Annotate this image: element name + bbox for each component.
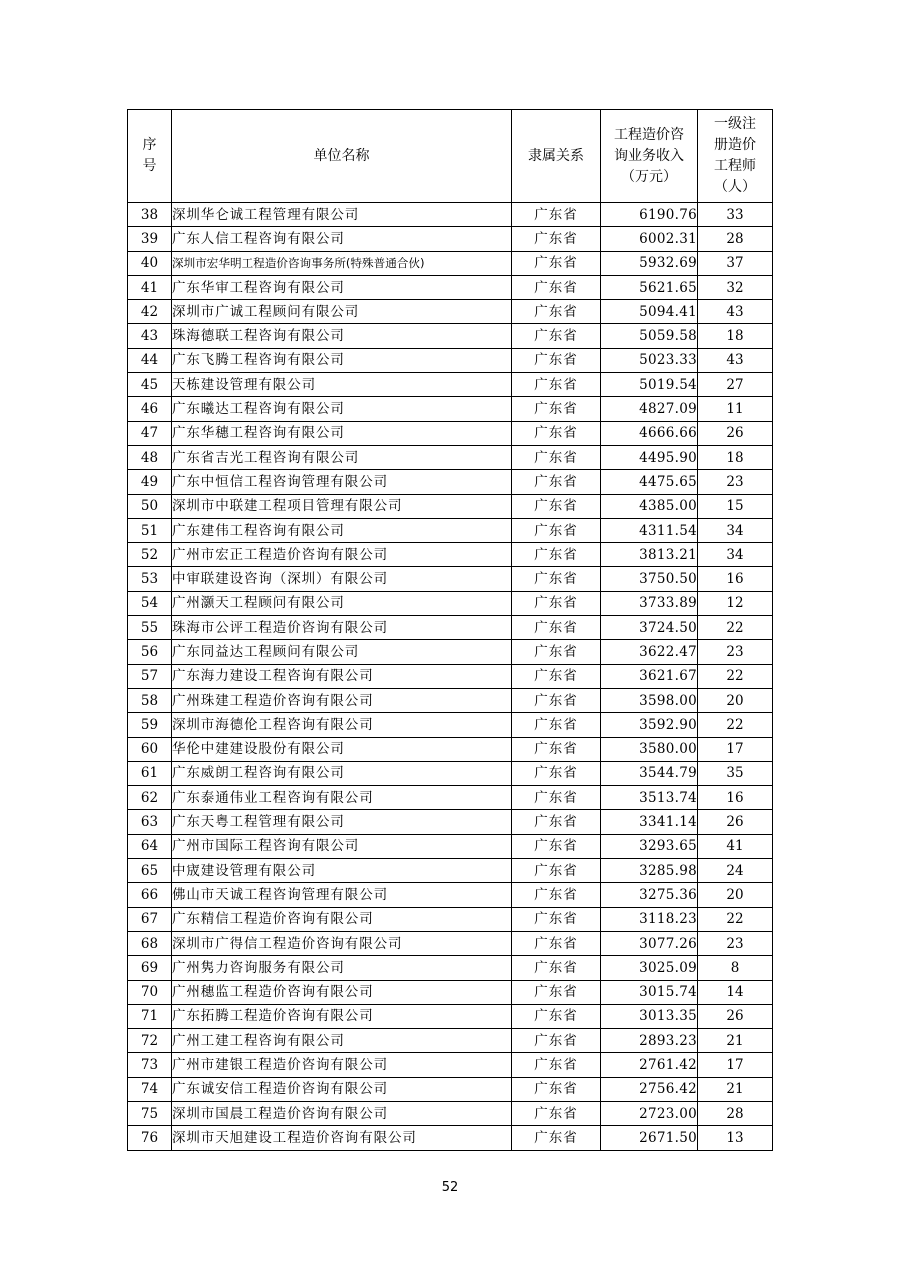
table-row [128, 1077, 773, 1101]
engineer-count-cell: 21 [698, 1077, 773, 1101]
company-name-cell: 广东海力建设工程咨询有限公司 [172, 664, 512, 688]
serial-number-cell: 63 [128, 810, 172, 834]
revenue-cell: 3015.74 [601, 980, 698, 1004]
revenue-cell: 6190.76 [601, 203, 698, 227]
table-row [128, 1029, 773, 1053]
serial-number-cell: 43 [128, 324, 172, 348]
serial-number-cell: 66 [128, 883, 172, 907]
table-row [128, 373, 773, 397]
affiliation-cell: 广东省 [512, 980, 601, 1004]
company-name-cell: 深圳市天旭建设工程造价咨询有限公司 [172, 1126, 512, 1150]
revenue-cell: 4827.09 [601, 397, 698, 421]
engineer-count-cell: 41 [698, 834, 773, 858]
table-row [128, 543, 773, 567]
company-name-cell: 广州市建银工程造价咨询有限公司 [172, 1053, 512, 1077]
affiliation-cell: 广东省 [512, 737, 601, 761]
serial-number-cell: 47 [128, 421, 172, 445]
affiliation-cell: 广东省 [512, 786, 601, 810]
affiliation-cell: 广东省 [512, 956, 601, 980]
table-row [128, 445, 773, 469]
company-name-cell: 中审联建设咨询（深圳）有限公司 [172, 567, 512, 591]
company-name-cell: 广东天粤工程管理有限公司 [172, 810, 512, 834]
company-name-cell: 广东人信工程咨询有限公司 [172, 227, 512, 251]
serial-number-cell: 56 [128, 640, 172, 664]
revenue-cell: 5023.33 [601, 348, 698, 372]
engineer-count-cell: 21 [698, 1029, 773, 1053]
affiliation-cell: 广东省 [512, 640, 601, 664]
serial-number-cell: 52 [128, 543, 172, 567]
company-name-cell: 深圳市国晨工程造价咨询有限公司 [172, 1101, 512, 1125]
engineer-count-cell: 26 [698, 810, 773, 834]
engineer-count-cell: 28 [698, 227, 773, 251]
engineer-count-cell: 27 [698, 373, 773, 397]
table-row [128, 713, 773, 737]
engineer-count-cell: 26 [698, 1004, 773, 1028]
revenue-cell: 3025.09 [601, 956, 698, 980]
company-name-cell: 广州市国际工程咨询有限公司 [172, 834, 512, 858]
affiliation-cell: 广东省 [512, 1126, 601, 1150]
serial-number-cell: 64 [128, 834, 172, 858]
serial-number-cell: 38 [128, 203, 172, 227]
table-header [128, 110, 773, 203]
affiliation-cell: 广东省 [512, 543, 601, 567]
revenue-cell: 5059.58 [601, 324, 698, 348]
serial-number-cell: 60 [128, 737, 172, 761]
serial-number-cell: 48 [128, 445, 172, 469]
table-row [128, 1101, 773, 1125]
revenue-cell: 4475.65 [601, 470, 698, 494]
company-name-cell: 广东曦达工程咨询有限公司 [172, 397, 512, 421]
serial-number-cell: 68 [128, 931, 172, 955]
revenue-cell: 3813.21 [601, 543, 698, 567]
header-revenue: 工程造价咨 询业务收入 （万元） [601, 110, 698, 203]
engineer-count-cell: 20 [698, 883, 773, 907]
engineer-count-cell: 23 [698, 931, 773, 955]
header-affiliation: 隶属关系 [512, 110, 601, 203]
serial-number-cell: 44 [128, 348, 172, 372]
table-row [128, 1004, 773, 1028]
affiliation-cell: 广东省 [512, 251, 601, 275]
revenue-cell: 3544.79 [601, 761, 698, 785]
table-row [128, 640, 773, 664]
serial-number-cell: 73 [128, 1053, 172, 1077]
affiliation-cell: 广东省 [512, 810, 601, 834]
revenue-cell: 3513.74 [601, 786, 698, 810]
serial-number-cell: 40 [128, 251, 172, 275]
engineer-count-cell: 18 [698, 324, 773, 348]
affiliation-cell: 广东省 [512, 616, 601, 640]
engineer-count-cell: 32 [698, 275, 773, 299]
serial-number-cell: 70 [128, 980, 172, 1004]
engineer-count-cell: 43 [698, 300, 773, 324]
serial-number-cell: 55 [128, 616, 172, 640]
affiliation-cell: 广东省 [512, 761, 601, 785]
serial-number-cell: 71 [128, 1004, 172, 1028]
serial-number-cell: 72 [128, 1029, 172, 1053]
serial-number-cell: 45 [128, 373, 172, 397]
revenue-cell: 3293.65 [601, 834, 698, 858]
header-company-name: 单位名称 [172, 110, 512, 203]
affiliation-cell: 广东省 [512, 1077, 601, 1101]
engineer-count-cell: 23 [698, 640, 773, 664]
table-row [128, 810, 773, 834]
serial-number-cell: 65 [128, 859, 172, 883]
affiliation-cell: 广东省 [512, 300, 601, 324]
revenue-cell: 4495.90 [601, 445, 698, 469]
table-row [128, 421, 773, 445]
company-name-cell: 广东精信工程造价咨询有限公司 [172, 907, 512, 931]
serial-number-cell: 42 [128, 300, 172, 324]
revenue-cell: 3598.00 [601, 688, 698, 712]
engineer-count-cell: 15 [698, 494, 773, 518]
table-row [128, 591, 773, 615]
table-row [128, 956, 773, 980]
revenue-cell: 2761.42 [601, 1053, 698, 1077]
revenue-cell: 5621.65 [601, 275, 698, 299]
company-name-cell: 广州灏天工程顾问有限公司 [172, 591, 512, 615]
engineer-count-cell: 13 [698, 1126, 773, 1150]
engineer-count-cell: 22 [698, 907, 773, 931]
company-name-cell: 广东诚安信工程造价咨询有限公司 [172, 1077, 512, 1101]
serial-number-cell: 39 [128, 227, 172, 251]
header-engineers: 一级注 册造价 工程师 （人） [698, 110, 773, 203]
company-name-cell: 深圳市中联建工程项目管理有限公司 [172, 494, 512, 518]
revenue-cell: 3285.98 [601, 859, 698, 883]
revenue-cell: 2671.50 [601, 1126, 698, 1150]
table-row [128, 1053, 773, 1077]
engineer-count-cell: 17 [698, 737, 773, 761]
affiliation-cell: 广东省 [512, 1101, 601, 1125]
engineer-count-cell: 8 [698, 956, 773, 980]
company-name-cell: 广东华审工程咨询有限公司 [172, 275, 512, 299]
engineer-count-cell: 26 [698, 421, 773, 445]
table-row [128, 227, 773, 251]
revenue-cell: 2723.00 [601, 1101, 698, 1125]
serial-number-cell: 59 [128, 713, 172, 737]
affiliation-cell: 广东省 [512, 907, 601, 931]
company-name-cell: 广州穗监工程造价咨询有限公司 [172, 980, 512, 1004]
table-body [128, 203, 773, 1151]
company-name-cell: 广东省吉光工程咨询有限公司 [172, 445, 512, 469]
affiliation-cell: 广东省 [512, 470, 601, 494]
affiliation-cell: 广东省 [512, 591, 601, 615]
table-row [128, 786, 773, 810]
affiliation-cell: 广东省 [512, 227, 601, 251]
engineer-count-cell: 24 [698, 859, 773, 883]
serial-number-cell: 69 [128, 956, 172, 980]
affiliation-cell: 广东省 [512, 421, 601, 445]
serial-number-cell: 51 [128, 518, 172, 542]
serial-number-cell: 41 [128, 275, 172, 299]
engineer-count-cell: 23 [698, 470, 773, 494]
revenue-cell: 3621.67 [601, 664, 698, 688]
engineer-count-cell: 34 [698, 543, 773, 567]
engineer-count-cell: 28 [698, 1101, 773, 1125]
revenue-cell: 3733.89 [601, 591, 698, 615]
revenue-cell: 3724.50 [601, 616, 698, 640]
company-name-cell: 广东拓腾工程造价咨询有限公司 [172, 1004, 512, 1028]
affiliation-cell: 广东省 [512, 494, 601, 518]
company-name-cell: 佛山市天诚工程咨询管理有限公司 [172, 883, 512, 907]
serial-number-cell: 67 [128, 907, 172, 931]
affiliation-cell: 广东省 [512, 883, 601, 907]
table-row [128, 664, 773, 688]
affiliation-cell: 广东省 [512, 859, 601, 883]
table-row [128, 980, 773, 1004]
company-name-cell: 广东威朗工程咨询有限公司 [172, 761, 512, 785]
engineer-count-cell: 17 [698, 1053, 773, 1077]
table-row [128, 737, 773, 761]
revenue-cell: 2893.23 [601, 1029, 698, 1053]
revenue-cell: 5932.69 [601, 251, 698, 275]
affiliation-cell: 广东省 [512, 445, 601, 469]
table-row [128, 518, 773, 542]
table-row [128, 300, 773, 324]
affiliation-cell: 广东省 [512, 664, 601, 688]
affiliation-cell: 广东省 [512, 1004, 601, 1028]
revenue-cell: 4385.00 [601, 494, 698, 518]
serial-number-cell: 74 [128, 1077, 172, 1101]
affiliation-cell: 广东省 [512, 834, 601, 858]
affiliation-cell: 广东省 [512, 567, 601, 591]
affiliation-cell: 广东省 [512, 348, 601, 372]
serial-number-cell: 58 [128, 688, 172, 712]
engineer-count-cell: 16 [698, 567, 773, 591]
table-row [128, 761, 773, 785]
revenue-cell: 3750.50 [601, 567, 698, 591]
affiliation-cell: 广东省 [512, 1029, 601, 1053]
serial-number-cell: 54 [128, 591, 172, 615]
company-name-cell: 广东泰通伟业工程咨询有限公司 [172, 786, 512, 810]
serial-number-cell: 50 [128, 494, 172, 518]
table-row [128, 883, 773, 907]
serial-number-cell: 76 [128, 1126, 172, 1150]
engineer-count-cell: 34 [698, 518, 773, 542]
revenue-cell: 3592.90 [601, 713, 698, 737]
table-row [128, 567, 773, 591]
engineer-count-cell: 20 [698, 688, 773, 712]
company-name-cell: 中宬建设管理有限公司 [172, 859, 512, 883]
revenue-cell: 5094.41 [601, 300, 698, 324]
revenue-cell: 3275.36 [601, 883, 698, 907]
affiliation-cell: 广东省 [512, 688, 601, 712]
company-name-cell: 华伦中建建设股份有限公司 [172, 737, 512, 761]
table-row [128, 616, 773, 640]
serial-number-cell: 61 [128, 761, 172, 785]
company-name-cell: 深圳市广诚工程顾问有限公司 [172, 300, 512, 324]
table-row [128, 859, 773, 883]
company-name-cell: 深圳市海德伦工程咨询有限公司 [172, 713, 512, 737]
engineer-count-cell: 33 [698, 203, 773, 227]
revenue-cell: 3580.00 [601, 737, 698, 761]
engineer-count-cell: 22 [698, 616, 773, 640]
engineer-count-cell: 18 [698, 445, 773, 469]
engineer-count-cell: 22 [698, 713, 773, 737]
page-number: 52 [441, 1180, 459, 1195]
company-name-cell: 深圳市广得信工程造价咨询有限公司 [172, 931, 512, 955]
engineer-count-cell: 16 [698, 786, 773, 810]
table-row [128, 834, 773, 858]
revenue-cell: 3118.23 [601, 907, 698, 931]
affiliation-cell: 广东省 [512, 373, 601, 397]
table-row [128, 907, 773, 931]
revenue-cell: 5019.54 [601, 373, 698, 397]
serial-number-cell: 49 [128, 470, 172, 494]
table-row [128, 470, 773, 494]
table-row [128, 931, 773, 955]
engineer-count-cell: 35 [698, 761, 773, 785]
table-row [128, 494, 773, 518]
company-name-cell: 广东飞腾工程咨询有限公司 [172, 348, 512, 372]
serial-number-cell: 62 [128, 786, 172, 810]
company-name-cell: 珠海市公评工程造价咨询有限公司 [172, 616, 512, 640]
company-name-cell: 广州工建工程咨询有限公司 [172, 1029, 512, 1053]
table-row [128, 348, 773, 372]
affiliation-cell: 广东省 [512, 518, 601, 542]
table-row [128, 203, 773, 227]
serial-number-cell: 75 [128, 1101, 172, 1125]
company-name-cell: 广东华穗工程咨询有限公司 [172, 421, 512, 445]
engineer-count-cell: 11 [698, 397, 773, 421]
company-name-cell: 珠海德联工程咨询有限公司 [172, 324, 512, 348]
company-name-cell: 广东建伟工程咨询有限公司 [172, 518, 512, 542]
company-name-cell: 广州珠建工程造价咨询有限公司 [172, 688, 512, 712]
revenue-cell: 6002.31 [601, 227, 698, 251]
company-name-cell: 深圳市宏华明工程造价咨询事务所(特殊普通合伙) [172, 251, 512, 275]
affiliation-cell: 广东省 [512, 397, 601, 421]
affiliation-cell: 广东省 [512, 275, 601, 299]
engineer-count-cell: 14 [698, 980, 773, 1004]
table-row [128, 251, 773, 275]
table-row [128, 275, 773, 299]
table-row [128, 688, 773, 712]
table-row [128, 1126, 773, 1150]
revenue-cell: 3622.47 [601, 640, 698, 664]
revenue-cell: 3077.26 [601, 931, 698, 955]
affiliation-cell: 广东省 [512, 1053, 601, 1077]
revenue-cell: 4311.54 [601, 518, 698, 542]
serial-number-cell: 53 [128, 567, 172, 591]
engineer-count-cell: 12 [698, 591, 773, 615]
revenue-cell: 3013.35 [601, 1004, 698, 1028]
revenue-cell: 4666.66 [601, 421, 698, 445]
revenue-cell: 3341.14 [601, 810, 698, 834]
header-serial-number: 序 号 [128, 110, 172, 203]
company-name-cell: 天栋建设管理有限公司 [172, 373, 512, 397]
company-name-cell: 深圳华仑诚工程管理有限公司 [172, 203, 512, 227]
engineer-count-cell: 22 [698, 664, 773, 688]
affiliation-cell: 广东省 [512, 713, 601, 737]
table-row [128, 324, 773, 348]
engineer-count-cell: 37 [698, 251, 773, 275]
serial-number-cell: 46 [128, 397, 172, 421]
company-name-cell: 广东同益达工程顾问有限公司 [172, 640, 512, 664]
table-row [128, 397, 773, 421]
affiliation-cell: 广东省 [512, 324, 601, 348]
revenue-cell: 2756.42 [601, 1077, 698, 1101]
company-name-cell: 广州隽力咨询服务有限公司 [172, 956, 512, 980]
company-name-cell: 广州市宏正工程造价咨询有限公司 [172, 543, 512, 567]
company-name-cell: 广东中恒信工程咨询管理有限公司 [172, 470, 512, 494]
affiliation-cell: 广东省 [512, 203, 601, 227]
firm-ranking-table [127, 109, 773, 1151]
affiliation-cell: 广东省 [512, 931, 601, 955]
serial-number-cell: 57 [128, 664, 172, 688]
engineer-count-cell: 43 [698, 348, 773, 372]
